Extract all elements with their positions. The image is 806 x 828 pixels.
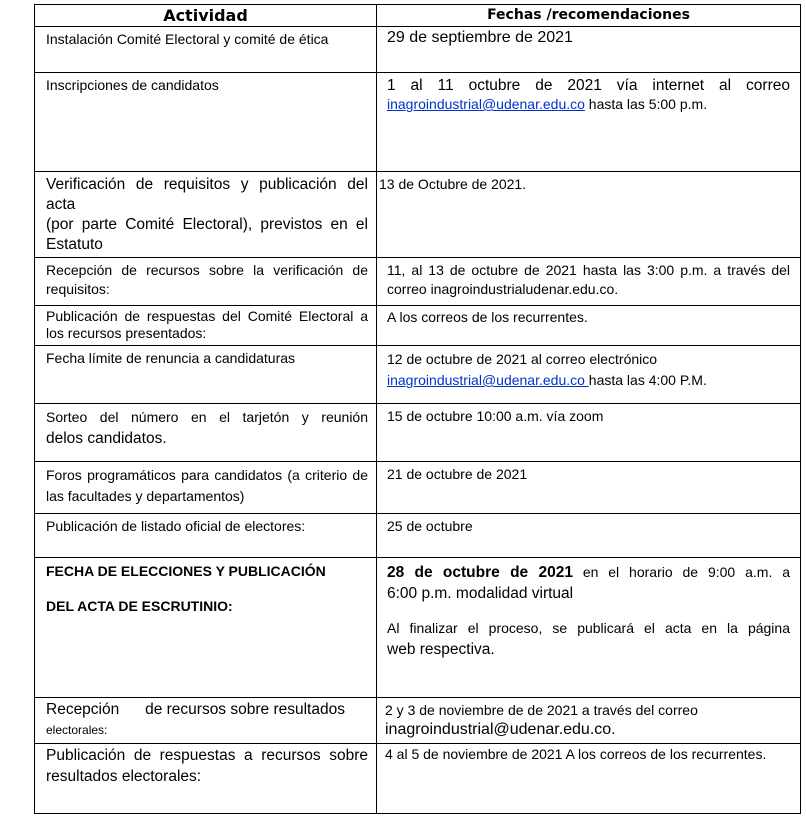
table-row: [35, 306, 801, 346]
activity-cell: [35, 514, 377, 558]
date-text: 4 al 5 de noviembre de 2021 A los correos de los recurrentes.: [385, 746, 767, 762]
email-link[interactable]: inagroindustrial@udenar.edu.co: [387, 372, 589, 388]
activity-cell: [35, 346, 377, 404]
date-text: hasta las 5:00 p.m.: [584, 96, 708, 112]
date-text: web respectiva.: [387, 641, 495, 658]
date-text: 15 de octubre 10:00 a.m. vía zoom: [387, 408, 604, 424]
date-text: 21 de octubre de 2021: [387, 466, 528, 482]
table-header-row: [35, 5, 801, 27]
date-cell: [377, 258, 801, 306]
date-text: hasta las 4:00 P.M.: [588, 372, 707, 388]
table-row: [35, 558, 801, 698]
date-text: 1 al 11 octubre de 2021 vía internet al correo: [387, 77, 790, 94]
activity-cell: [35, 258, 377, 306]
activity-text: acta: [46, 196, 76, 213]
date-text: Al finalizar el proceso, se publicará el acta en la página: [387, 620, 790, 636]
schedule-table: [34, 4, 801, 814]
activity-text: electorales:: [46, 723, 108, 737]
date-cell: [377, 346, 801, 404]
date-cell: [377, 514, 801, 558]
table-row: [35, 172, 801, 258]
date-cell: [377, 462, 801, 514]
activity-cell: [35, 306, 377, 346]
header-actividad: Actividad: [35, 5, 377, 27]
activity-text: Instalación Comité Electoral y comité de ética: [46, 31, 329, 47]
activity-text: Foros programáticos para candidatos (a criterio de las facultades y departamentos): [46, 467, 368, 504]
activity-text: Publicación de respuestas a recursos sobre: [46, 747, 368, 764]
activity-text: (por parte Comité Electoral), previstos en el: [46, 216, 368, 233]
header-fechas: Fechas /recomendaciones: [377, 5, 801, 27]
table-row: [35, 698, 801, 744]
activity-text: Publicación de respuestas del Comité Electoral a los recursos presentados:: [46, 308, 368, 341]
table-row: [35, 258, 801, 306]
activity-text: FECHA DE ELECCIONES Y PUBLICACIÓN: [46, 563, 326, 579]
date-cell: [377, 404, 801, 462]
activity-cell: [35, 172, 377, 258]
date-text: 12 de octubre de 2021 al correo electrónico: [387, 351, 658, 367]
date-text: 2 y 3 de noviembre de de 2021 a través del correo: [385, 702, 698, 718]
date-text: 28 de octubre de 2021: [387, 564, 573, 581]
table-row: [35, 744, 801, 814]
activity-text: DEL ACTA DE ESCRUTINIO:: [46, 598, 233, 614]
date-text: 11, al 13 de octubre de 2021 hasta las 3:00 p.m. a través del correo inagroindustrialudenar.edu.co.: [387, 262, 790, 297]
activity-cell: [35, 698, 377, 744]
date-text: A los correos de los recurrentes.: [387, 309, 588, 325]
activity-cell: [35, 462, 377, 514]
activity-text: delos candidatos.: [46, 430, 167, 447]
date-text: 13 de Octubre de 2021.: [379, 176, 527, 192]
date-cell: [377, 172, 801, 258]
activity-text: Publicación de listado oficial de electores:: [46, 518, 306, 534]
date-cell: [377, 73, 801, 172]
date-cell: [377, 558, 801, 698]
activity-text: Sorteo del número en el tarjetón y reunión: [46, 409, 368, 425]
date-text: en el horario de 9:00 a.m. a: [572, 564, 790, 580]
email-link[interactable]: inagroindustrial@udenar.edu.co: [387, 96, 585, 112]
table-row: [35, 404, 801, 462]
activity-text: Verificación de requisitos y publicación del: [46, 176, 368, 193]
activity-cell: [35, 27, 377, 73]
table-row: [35, 514, 801, 558]
date-text: 25 de octubre: [387, 518, 473, 534]
activity-text: Fecha límite de renuncia a candidaturas: [46, 350, 296, 366]
activity-text: Recepción de recursos sobre la verificación de requisitos:: [46, 262, 368, 297]
activity-text: Recepción de recursos sobre resultados: [46, 701, 345, 718]
date-cell: [377, 27, 801, 73]
date-text: 6:00 p.m. modalidad virtual: [387, 585, 574, 602]
activity-text: Estatuto: [46, 236, 103, 253]
table-row: [35, 462, 801, 514]
table-row: [35, 346, 801, 404]
activity-cell: [35, 744, 377, 814]
date-text: inagroindustrial@udenar.edu.co.: [385, 721, 616, 738]
activity-cell: [35, 73, 377, 172]
activity-cell: [35, 404, 377, 462]
date-cell: [377, 698, 801, 744]
activity-text: resultados electorales:: [46, 768, 202, 785]
date-text: 29 de septiembre de 2021: [387, 29, 573, 46]
table-row: [35, 27, 801, 73]
activity-cell: [35, 558, 377, 698]
date-cell: [377, 306, 801, 346]
date-cell: [377, 744, 801, 814]
activity-text: Inscripciones de candidatos: [46, 77, 219, 93]
table-row: [35, 73, 801, 172]
